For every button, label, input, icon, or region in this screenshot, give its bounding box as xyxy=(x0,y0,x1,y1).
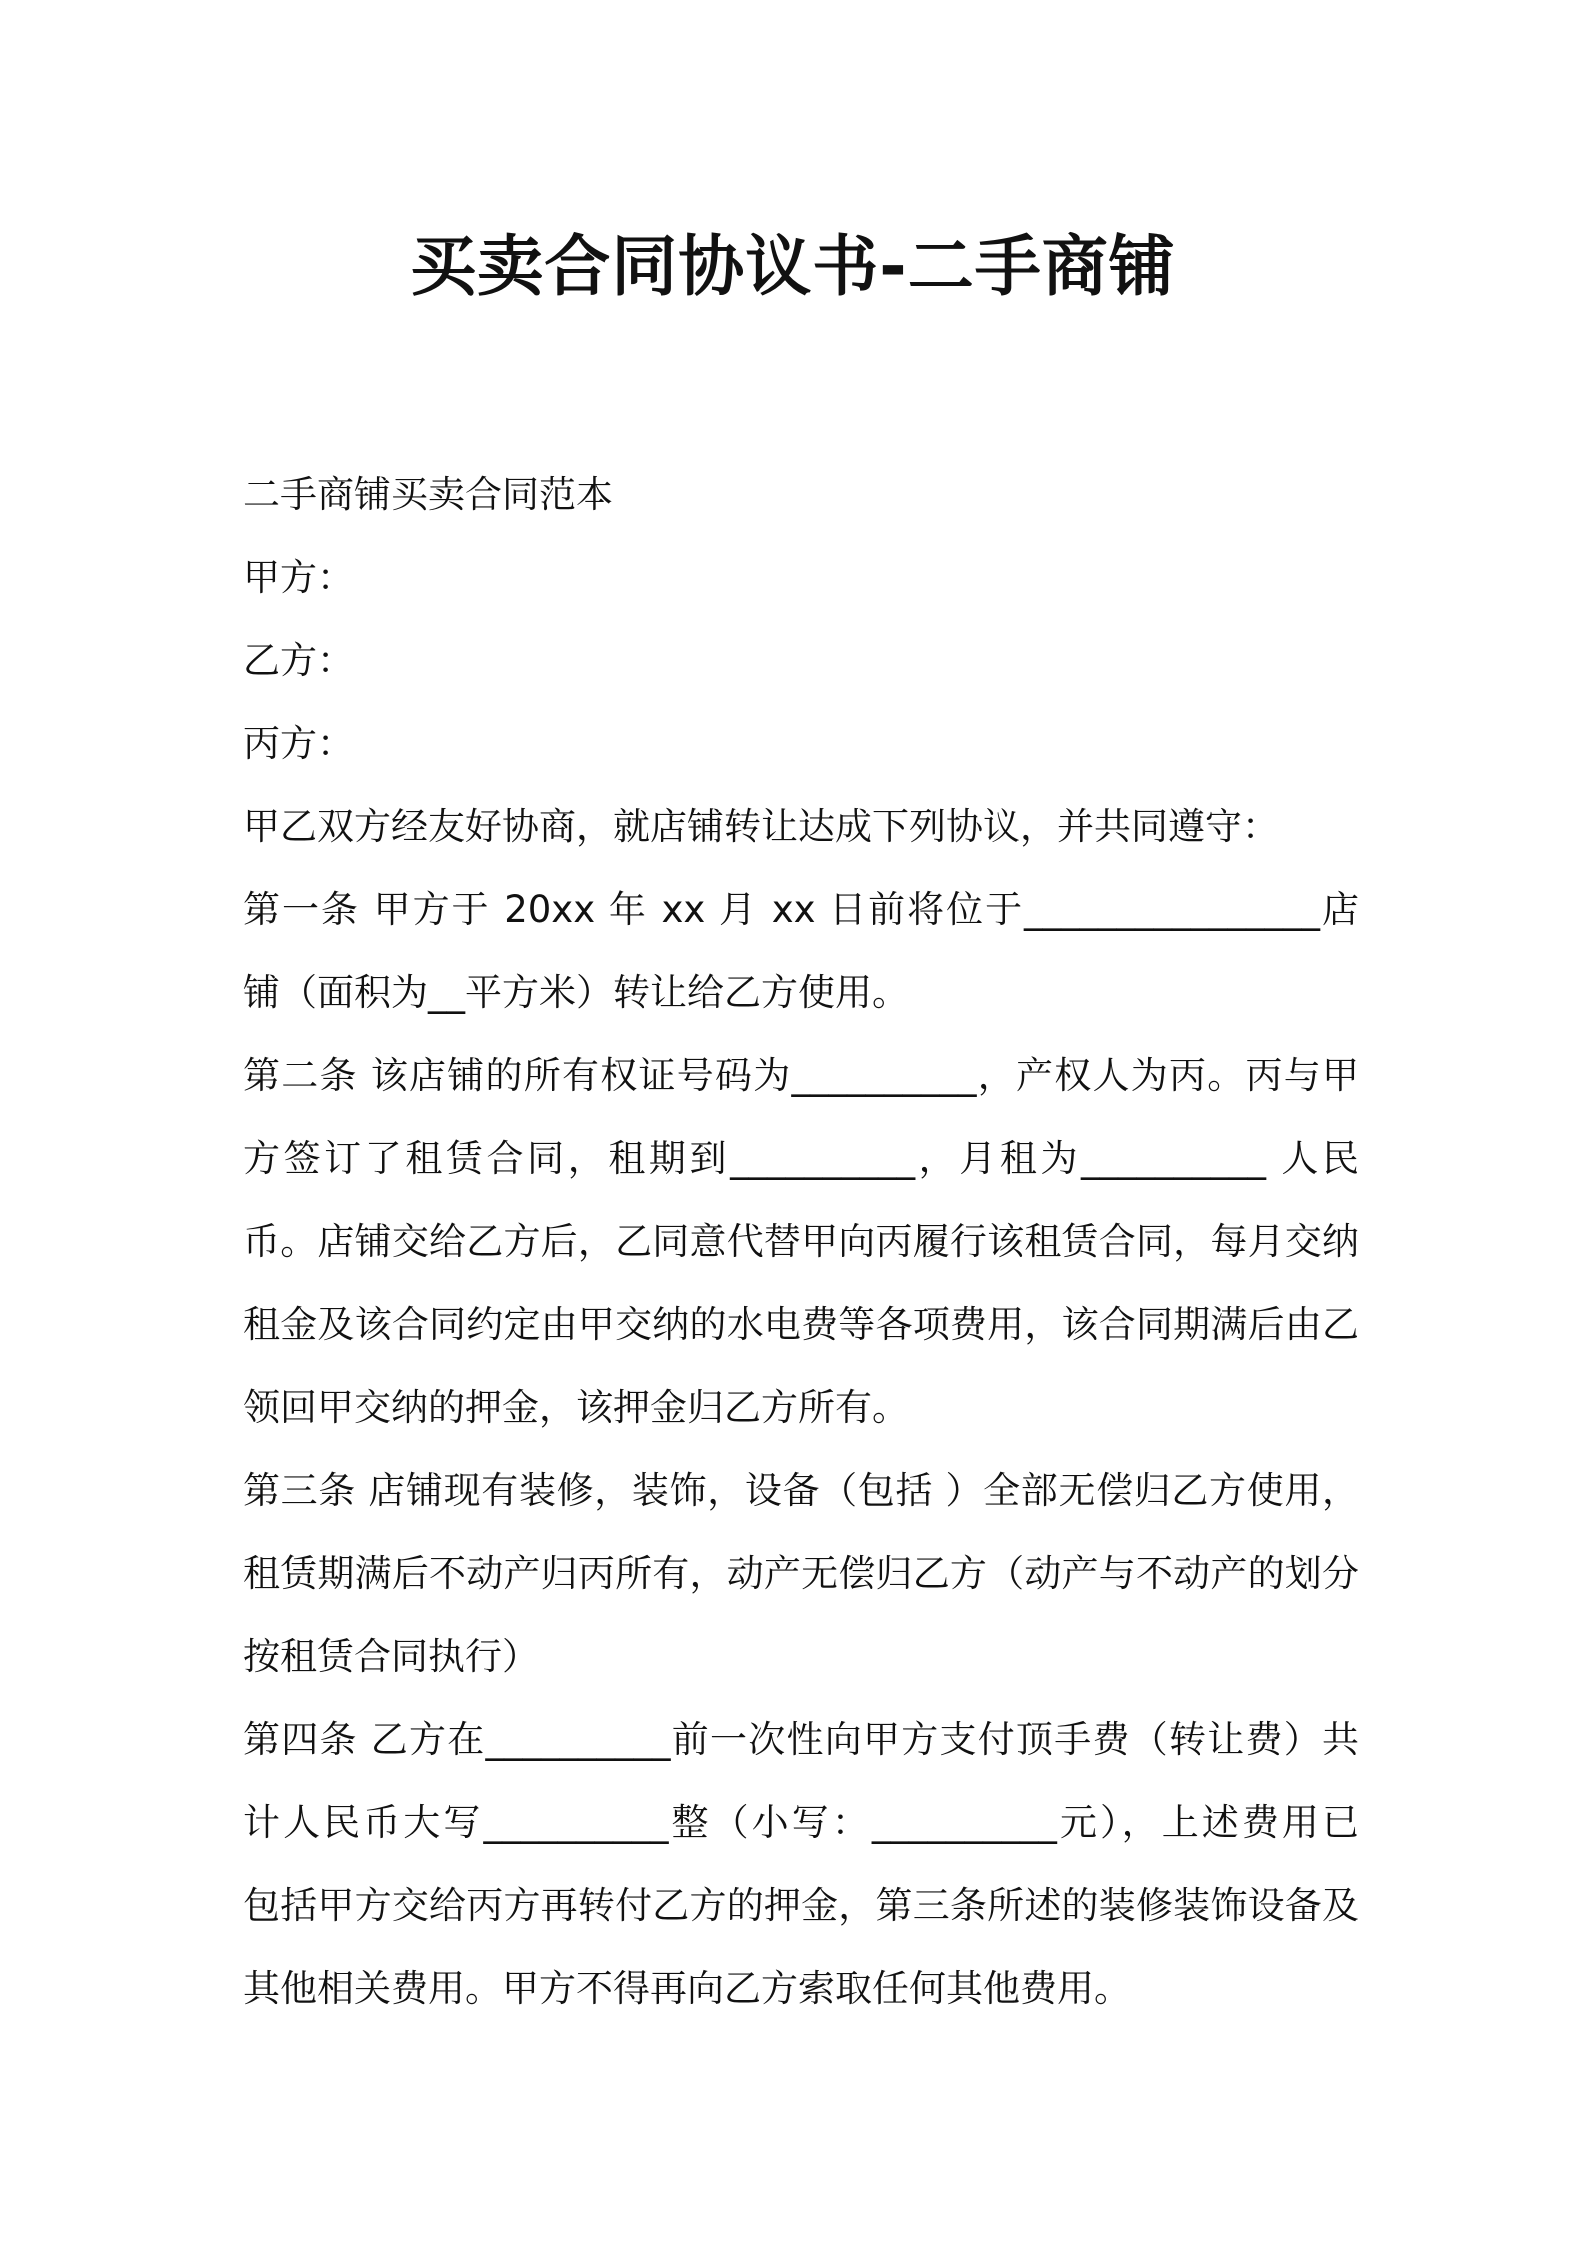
article-4-line: 其他相关费用。甲方不得再向乙方索取任何其他费用。 xyxy=(243,1967,1131,2010)
article-3-line: 第三条 店铺现有装修，装饰，设备（包括 ）全部无偿归乙方使用， xyxy=(243,1469,1359,1512)
article-3-line: 按租赁合同执行） xyxy=(243,1635,539,1678)
intro-paragraph: 甲乙双方经友好协商，就店铺转让达成下列协议，并共同遵守： xyxy=(243,805,1279,848)
article-2-line: 领回甲交纳的押金，该押金归乙方所有。 xyxy=(243,1386,909,1429)
article-4-line: 包括甲方交给丙方再转付乙方的押金，第三条所述的装修装饰设备及 xyxy=(243,1884,1359,1927)
article-1 xyxy=(243,868,1359,1034)
article-3 xyxy=(243,1449,1359,1698)
article-4 xyxy=(243,1698,1359,2030)
article-4-line: 计人民币大写__________整（小写：__________元），上述费用已 xyxy=(243,1801,1359,1844)
document-title: 买卖合同协议书-二手商铺 xyxy=(410,228,1176,305)
party-c-field: 丙方： xyxy=(243,722,354,765)
party-a-field: 甲方： xyxy=(243,556,354,599)
article-2-line: 方签订了租赁合同，租期到__________，月租为__________ 人民 xyxy=(243,1137,1359,1180)
article-1-line: 铺（面积为__平方米）转让给乙方使用。 xyxy=(243,971,909,1014)
article-2-line: 租金及该合同约定由甲交纳的水电费等各项费用，该合同期满后由乙 xyxy=(243,1303,1359,1346)
article-4-line: 第四条 乙方在__________前一次性向甲方支付顶手费（转让费）共 xyxy=(243,1718,1359,1761)
article-3-line: 租赁期满后不动产归丙所有，动产无偿归乙方（动产与不动产的划分 xyxy=(243,1552,1359,1595)
article-2-line: 第二条 该店铺的所有权证号码为__________，产权人为丙。丙与甲 xyxy=(243,1054,1359,1097)
subtitle: 二手商铺买卖合同范本 xyxy=(243,473,613,516)
article-2 xyxy=(243,1034,1359,1449)
document-body xyxy=(243,453,1359,2030)
article-2-line: 币。店铺交给乙方后，乙同意代替甲向丙履行该租赁合同，每月交纳 xyxy=(243,1220,1359,1263)
article-1-line: 第一条 甲方于 20xx 年 xx 月 xx 日前将位于________________店 xyxy=(243,888,1359,931)
party-b-field: 乙方： xyxy=(243,639,354,682)
